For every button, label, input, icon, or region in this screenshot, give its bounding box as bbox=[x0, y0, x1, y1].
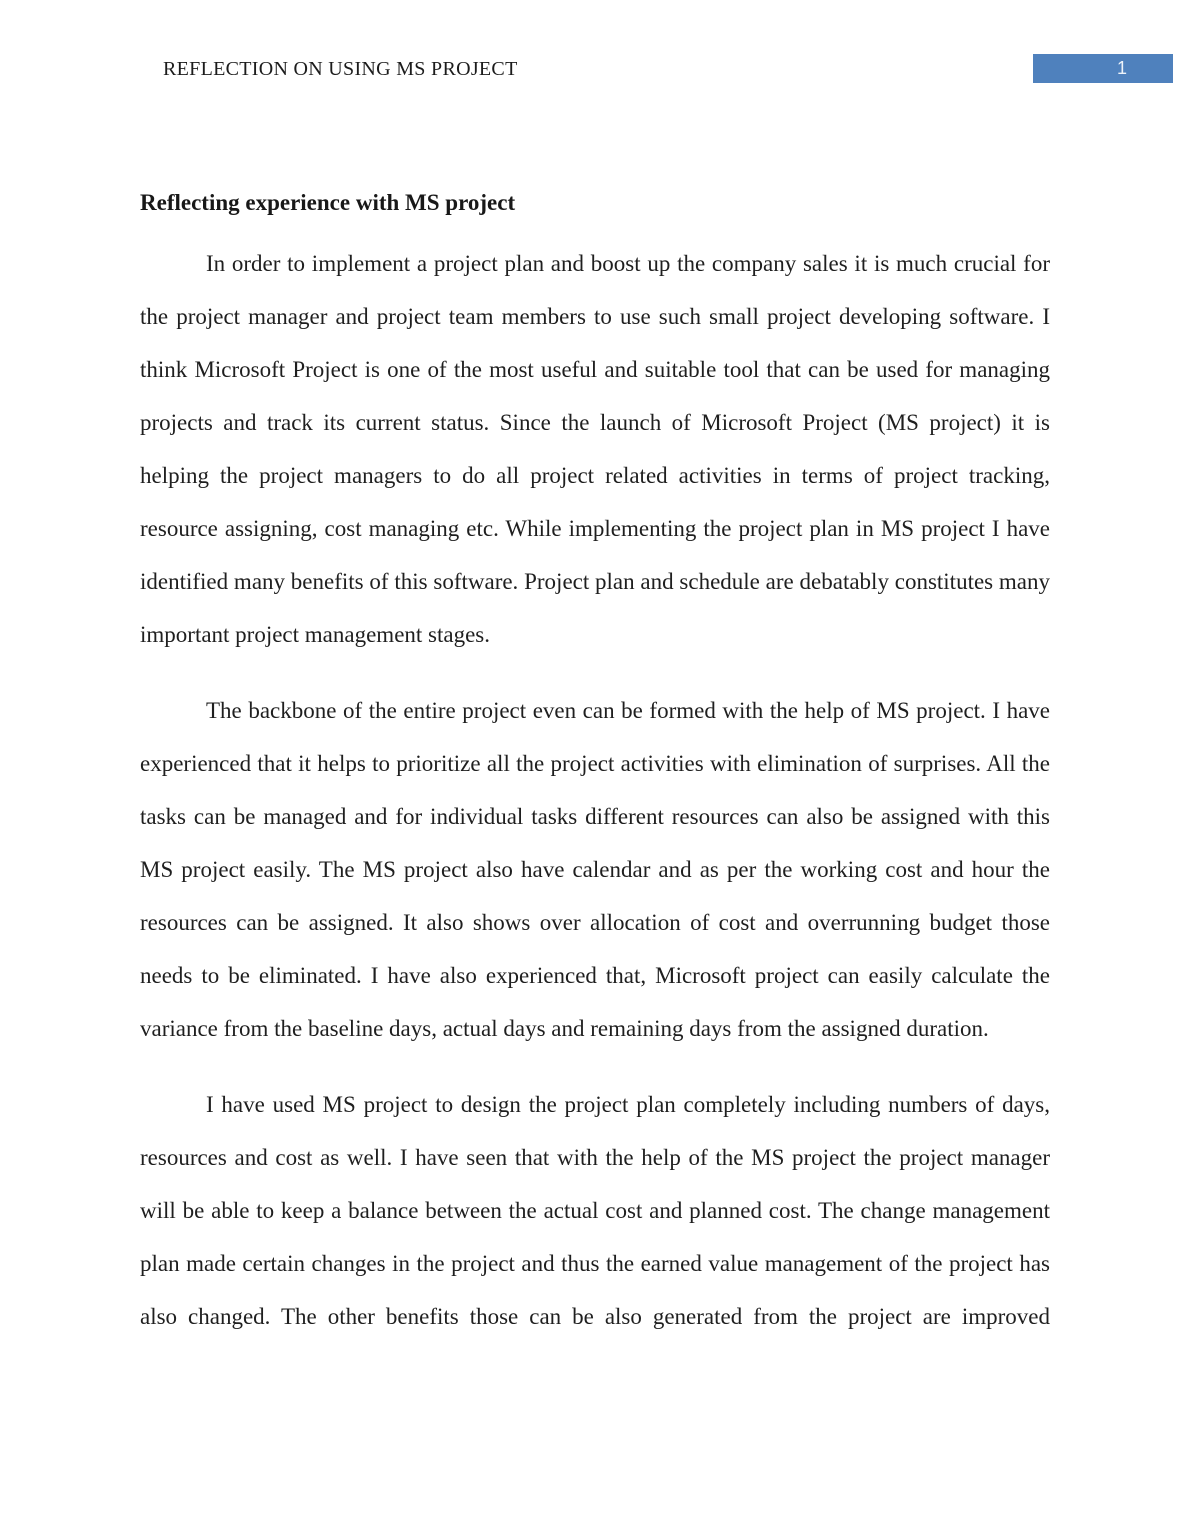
header-running-title: REFLECTION ON USING MS PROJECT bbox=[163, 58, 518, 80]
page-number: 1 bbox=[1116, 58, 1127, 78]
paragraph-2: The backbone of the entire project even can be formed with the help of MS project. I have experienced that it helps to prioritize all the project activities with elimination of surprises. All the tasks can be managed and for individual tasks different resources can also be assigned with this MS project easily. The MS project also have calendar and as per the working cost and hour the resources can be assigned. It also shows over allocation of cost and overrunning budget those needs to be eliminated. I have also experienced that, Microsoft project can easily calculate the variance from the baseline days, actual days and remaining days from the assigned duration. bbox=[140, 698, 1050, 1041]
section-heading: Reflecting experience with MS project bbox=[140, 190, 516, 215]
paragraph-1: In order to implement a project plan and boost up the company sales it is much crucial for the project manager and project team members to use such small project developing software. I think Microsoft Project is one of the most useful and suitable tool that can be used for managing projects and track its current status. Since the launch of Microsoft Project (MS project) it is helping the project managers to do all project related activities in terms of project tracking, resource assigning, cost managing etc. While implementing the project plan in MS project I have identified many benefits of this software. Project plan and schedule are debatably constitutes many important project management stages. bbox=[140, 251, 1050, 647]
page-number-box bbox=[1033, 54, 1173, 83]
document-body bbox=[140, 189, 1050, 1366]
paragraph-3: I have used MS project to design the project plan completely including numbers of days, resources and cost as well. I have seen that with the help of the MS project the project manager will be able to keep a balance between the actual cost and planned cost. The change management plan made certain changes in the project and thus the earned value management of the project has also changed. The other benefits those can be also generated from the project are improved bbox=[140, 1092, 1050, 1329]
